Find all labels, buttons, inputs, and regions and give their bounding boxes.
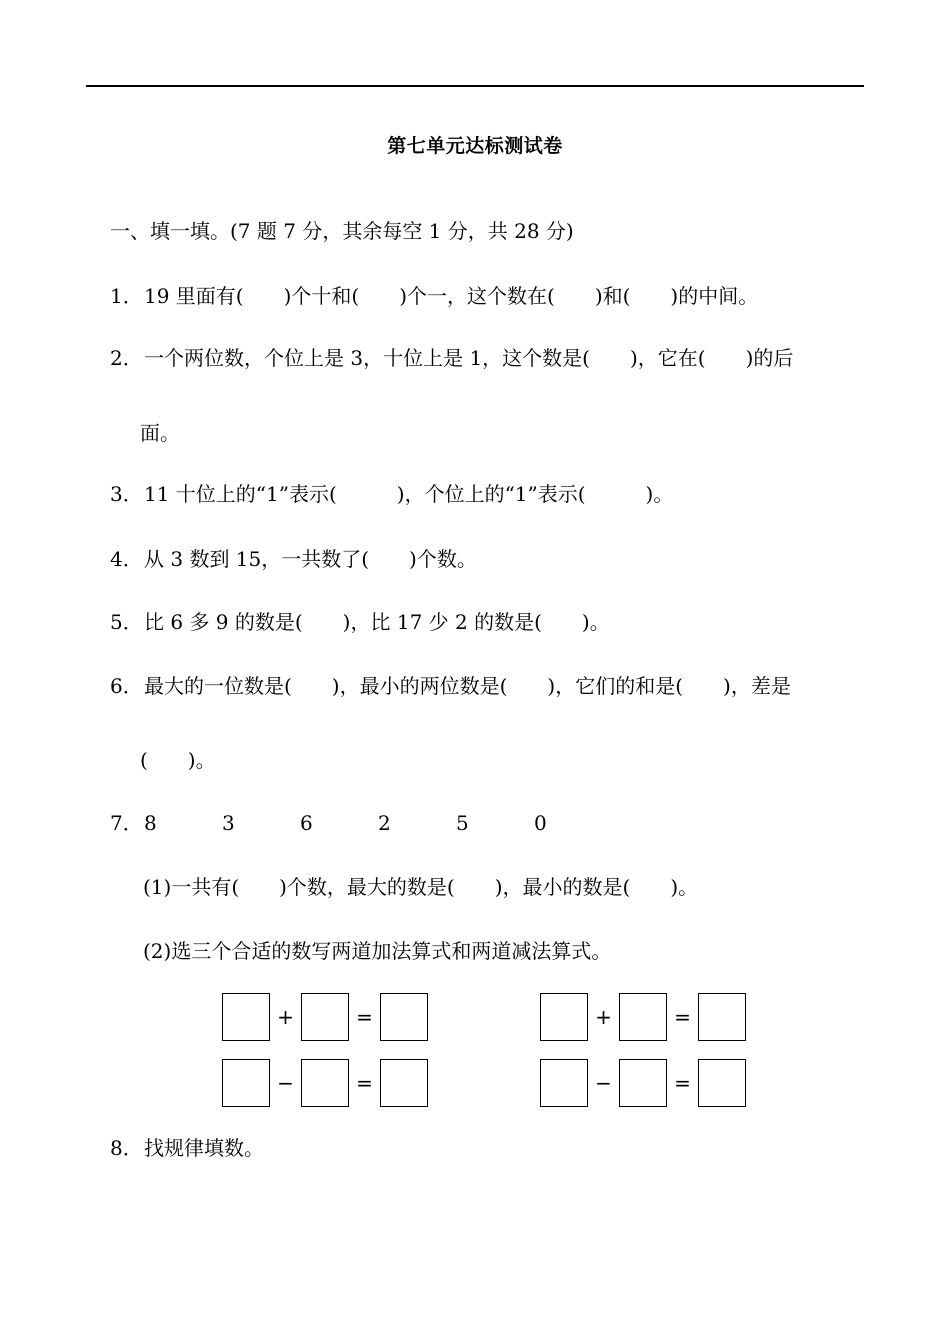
question-2-continued: 面。 xyxy=(140,421,180,445)
answer-box[interactable] xyxy=(540,1059,588,1107)
answer-box[interactable] xyxy=(301,1059,349,1107)
question-text: 19 里面有( )个十和( )个一，这个数在( )和( )的中间。 xyxy=(144,284,759,308)
digit: 8 xyxy=(144,811,157,835)
page-title: 第七单元达标测试卷 xyxy=(387,135,563,157)
digit: 5 xyxy=(456,811,469,835)
answer-box[interactable] xyxy=(380,1059,428,1107)
question-text: 最大的一位数是( )，最小的两位数是( )，它们的和是( )，差是 xyxy=(144,674,791,698)
minus-sign: − xyxy=(277,1071,294,1095)
question-6-continued: ( )。 xyxy=(140,748,216,772)
addition-equation xyxy=(540,993,746,1041)
digit: 2 xyxy=(378,811,391,835)
question-2 xyxy=(110,346,793,370)
question-7 xyxy=(110,811,547,835)
question-number: 2． xyxy=(110,346,143,370)
plus-sign: + xyxy=(277,1005,294,1029)
subtraction-equation xyxy=(540,1059,746,1107)
answer-box[interactable] xyxy=(301,993,349,1041)
question-6 xyxy=(110,674,791,698)
question-3 xyxy=(110,482,673,506)
section-heading: 一、填一填。(7 题 7 分，其余每空 1 分，共 28 分) xyxy=(110,219,574,243)
question-1 xyxy=(110,284,758,308)
answer-box[interactable] xyxy=(380,993,428,1041)
question-number: 4． xyxy=(110,547,143,571)
equals-sign: = xyxy=(674,1071,691,1095)
question-8 xyxy=(110,1136,264,1160)
question-number: 5． xyxy=(110,610,143,634)
equals-sign: = xyxy=(356,1005,373,1029)
question-text: 从 3 数到 15，一共数了( )个数。 xyxy=(144,547,477,571)
answer-box[interactable] xyxy=(540,993,588,1041)
question-text: 11 十位上的“1”表示( )，个位上的“1”表示( )。 xyxy=(144,482,674,506)
question-4 xyxy=(110,547,477,571)
question-number: 6． xyxy=(110,674,143,698)
equals-sign: = xyxy=(674,1005,691,1029)
question-text: 找规律填数。 xyxy=(144,1136,264,1160)
plus-sign: + xyxy=(595,1005,612,1029)
answer-box[interactable] xyxy=(698,993,746,1041)
digit: 3 xyxy=(222,811,235,835)
question-text: 比 6 多 9 的数是( )，比 17 少 2 的数是( )。 xyxy=(144,610,610,634)
question-5 xyxy=(110,610,610,634)
header-rule xyxy=(86,85,864,87)
question-number: 7． xyxy=(110,811,143,835)
answer-box[interactable] xyxy=(222,1059,270,1107)
answer-box[interactable] xyxy=(698,1059,746,1107)
subtraction-equation xyxy=(222,1059,428,1107)
question-text: 一个两位数，个位上是 3，十位上是 1，这个数是( )，它在( )的后 xyxy=(144,346,794,370)
equals-sign: = xyxy=(356,1071,373,1095)
question-7-part-1: (1)一共有( )个数，最大的数是( )，最小的数是( )。 xyxy=(143,875,699,899)
digit: 6 xyxy=(300,811,313,835)
question-7-part-2: (2)选三个合适的数写两道加法算式和两道减法算式。 xyxy=(143,939,612,963)
answer-box[interactable] xyxy=(619,993,667,1041)
minus-sign: − xyxy=(595,1071,612,1095)
answer-box[interactable] xyxy=(619,1059,667,1107)
addition-equation xyxy=(222,993,428,1041)
question-number: 8． xyxy=(110,1136,143,1160)
question-number: 1． xyxy=(110,284,143,308)
answer-box[interactable] xyxy=(222,993,270,1041)
question-number: 3． xyxy=(110,482,143,506)
digit: 0 xyxy=(534,811,547,835)
